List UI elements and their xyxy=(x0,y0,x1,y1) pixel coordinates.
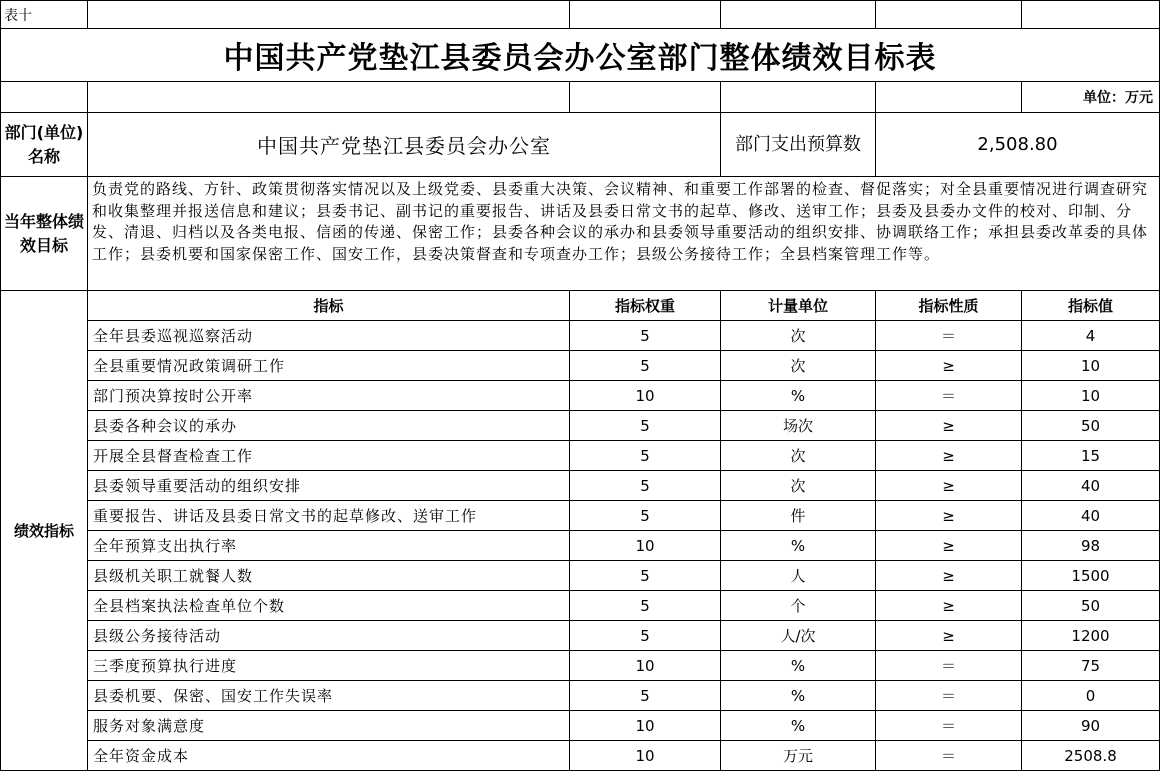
indicator-value: 10 xyxy=(1022,351,1160,381)
indicator-value: 75 xyxy=(1022,651,1160,681)
table-row xyxy=(1,441,1160,471)
indicator-nature: ≥ xyxy=(876,441,1022,471)
indicator-unit: % xyxy=(721,681,876,711)
indicator-nature: ≥ xyxy=(876,501,1022,531)
indicator-name: 服务对象满意度 xyxy=(88,711,570,741)
budget-label: 部门支出预算数 xyxy=(721,113,876,177)
header-nature: 指标性质 xyxy=(876,291,1022,321)
indicator-weight: 5 xyxy=(570,471,721,501)
indicator-nature: ＝ xyxy=(876,651,1022,681)
indicator-name: 县委机要、保密、国安工作失误率 xyxy=(88,681,570,711)
indicator-weight: 10 xyxy=(570,651,721,681)
indicator-weight: 5 xyxy=(570,441,721,471)
indicator-nature: ＝ xyxy=(876,681,1022,711)
indicator-nature: ≥ xyxy=(876,411,1022,441)
indicator-value: 10 xyxy=(1022,381,1160,411)
header-weight: 指标权重 xyxy=(570,291,721,321)
indicator-value: 50 xyxy=(1022,411,1160,441)
indicator-nature: ≥ xyxy=(876,561,1022,591)
indicator-name: 县委各种会议的承办 xyxy=(88,411,570,441)
table-row xyxy=(1,741,1160,771)
header-value: 指标值 xyxy=(1022,291,1160,321)
indicator-name: 全县重要情况政策调研工作 xyxy=(88,351,570,381)
indicator-unit: 次 xyxy=(721,441,876,471)
indicator-value: 1200 xyxy=(1022,621,1160,651)
table-row xyxy=(1,351,1160,381)
indicator-weight: 10 xyxy=(570,381,721,411)
header-unit: 计量单位 xyxy=(721,291,876,321)
indicator-value: 40 xyxy=(1022,501,1160,531)
dept-name: 中国共产党垫江县委员会办公室 xyxy=(88,113,721,177)
table-row xyxy=(1,711,1160,741)
indicator-unit: 人/次 xyxy=(721,621,876,651)
indicator-unit: 场次 xyxy=(721,411,876,441)
indicator-value: 0 xyxy=(1022,681,1160,711)
table-row xyxy=(1,531,1160,561)
table-row xyxy=(1,501,1160,531)
table-row xyxy=(1,381,1160,411)
indicator-nature: ＝ xyxy=(876,741,1022,771)
indicator-unit: % xyxy=(721,531,876,561)
indicator-name: 县级公务接待活动 xyxy=(88,621,570,651)
indicator-weight: 5 xyxy=(570,681,721,711)
table-row xyxy=(1,471,1160,501)
indicator-value: 40 xyxy=(1022,471,1160,501)
table-row xyxy=(1,591,1160,621)
indicator-name: 县级机关职工就餐人数 xyxy=(88,561,570,591)
indicator-weight: 5 xyxy=(570,591,721,621)
indicator-unit: 人 xyxy=(721,561,876,591)
indicator-nature: ≥ xyxy=(876,351,1022,381)
table-row xyxy=(1,651,1160,681)
table-row xyxy=(1,321,1160,351)
indicator-weight: 5 xyxy=(570,561,721,591)
table-row xyxy=(1,411,1160,441)
indicator-unit: 次 xyxy=(721,321,876,351)
goal-label: 当年整体绩效目标 xyxy=(1,177,88,291)
unit-label: 单位：万元 xyxy=(1022,82,1160,113)
table-tag: 表十 xyxy=(1,1,88,29)
indicator-nature: ＝ xyxy=(876,321,1022,351)
indicator-nature: ≥ xyxy=(876,591,1022,621)
indicator-unit: % xyxy=(721,381,876,411)
indicator-unit: % xyxy=(721,651,876,681)
metrics-label: 绩效指标 xyxy=(1,291,88,771)
indicator-name: 重要报告、讲话及县委日常文书的起草修改、送审工作 xyxy=(88,501,570,531)
indicator-name: 三季度预算执行进度 xyxy=(88,651,570,681)
indicator-value: 1500 xyxy=(1022,561,1160,591)
indicator-name: 部门预决算按时公开率 xyxy=(88,381,570,411)
indicator-name: 全年预算支出执行率 xyxy=(88,531,570,561)
indicator-value: 98 xyxy=(1022,531,1160,561)
indicator-name: 全年县委巡视巡察活动 xyxy=(88,321,570,351)
indicator-weight: 5 xyxy=(570,321,721,351)
indicator-name: 全年资金成本 xyxy=(88,741,570,771)
indicator-nature: ≥ xyxy=(876,621,1022,651)
indicator-weight: 10 xyxy=(570,741,721,771)
table-row xyxy=(1,561,1160,591)
indicator-nature: ≥ xyxy=(876,531,1022,561)
indicator-weight: 5 xyxy=(570,621,721,651)
indicator-unit: % xyxy=(721,711,876,741)
indicator-nature: ＝ xyxy=(876,381,1022,411)
table-row xyxy=(1,621,1160,651)
indicator-weight: 5 xyxy=(570,501,721,531)
page-title: 中国共产党垫江县委员会办公室部门整体绩效目标表 xyxy=(1,29,1160,82)
indicator-value: 2508.8 xyxy=(1022,741,1160,771)
indicator-unit: 次 xyxy=(721,471,876,501)
indicator-nature: ＝ xyxy=(876,711,1022,741)
indicator-name: 县委领导重要活动的组织安排 xyxy=(88,471,570,501)
indicator-value: 50 xyxy=(1022,591,1160,621)
indicator-weight: 10 xyxy=(570,531,721,561)
indicator-unit: 件 xyxy=(721,501,876,531)
indicator-name: 全县档案执法检查单位个数 xyxy=(88,591,570,621)
indicator-value: 90 xyxy=(1022,711,1160,741)
indicator-weight: 5 xyxy=(570,411,721,441)
indicator-name: 开展全县督查检查工作 xyxy=(88,441,570,471)
header-indicator: 指标 xyxy=(88,291,570,321)
table-row xyxy=(1,681,1160,711)
indicator-value: 4 xyxy=(1022,321,1160,351)
indicator-weight: 5 xyxy=(570,351,721,381)
dept-label: 部门(单位)名称 xyxy=(1,113,88,177)
budget-value: 2,508.80 xyxy=(876,113,1160,177)
indicator-nature: ≥ xyxy=(876,471,1022,501)
indicator-weight: 10 xyxy=(570,711,721,741)
indicator-unit: 万元 xyxy=(721,741,876,771)
indicator-unit: 个 xyxy=(721,591,876,621)
indicator-unit: 次 xyxy=(721,351,876,381)
goal-text: 负责党的路线、方针、政策贯彻落实情况以及上级党委、县委重大决策、会议精神、和重要工作部署的检查、督促落实；对全县重要情况进行调查研究和收集整理并报送信息和建议；县委书记、副书记的重要报告、讲话及县委日常文书的起草、修改、送审工作；县委及县委办文件的校对、印制、分发、清退、归档以及各类电报、信函的传递、保密工作；县委各种会议的承办和县委领导重要活动的组织安排、协调联络工作；承担县委改革委的具体工作；县委机要和国家保密工作、国安工作，县委决策督查和专项查办工作；县级公务接待工作；全县档案管理工作等。 xyxy=(88,177,1160,291)
indicator-value: 15 xyxy=(1022,441,1160,471)
